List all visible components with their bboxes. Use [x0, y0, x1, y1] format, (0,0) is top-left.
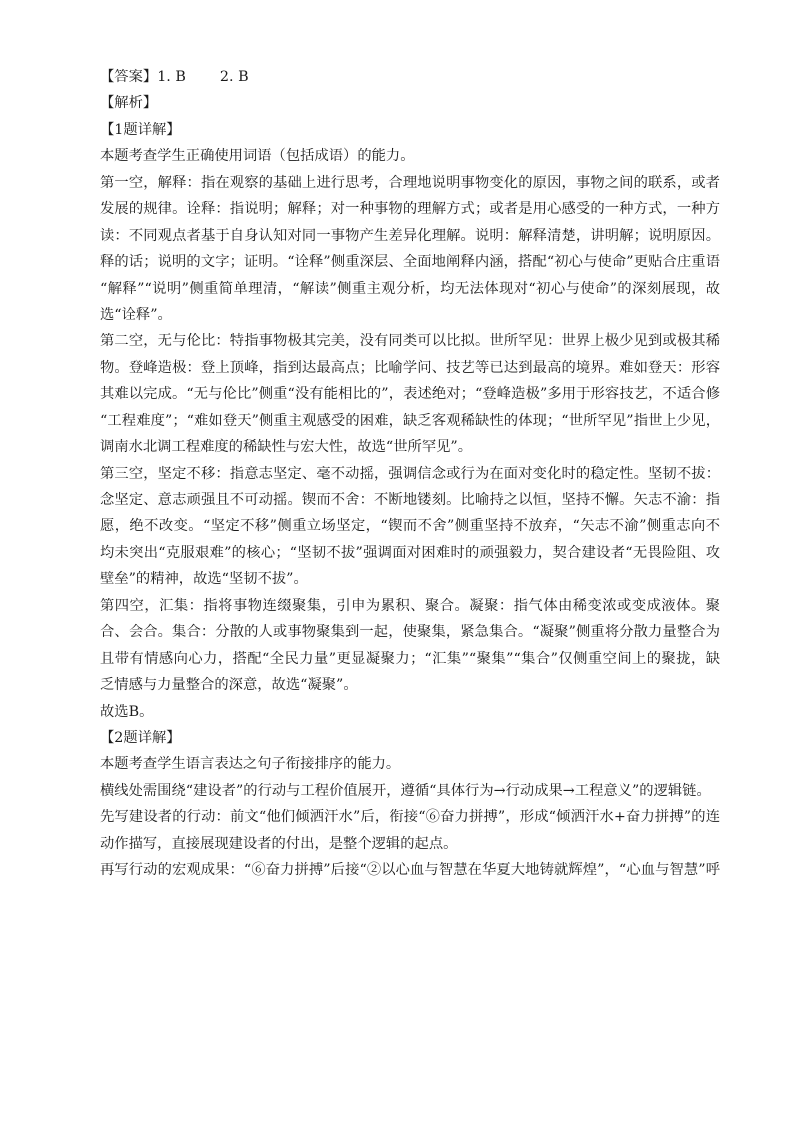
q1-conclusion: 故选B。 — [100, 703, 154, 720]
answer-analysis-section — [100, 64, 720, 884]
q2-text-line: 先写建设者的行动：前文“他们倾洒汗水”后，衔接“⑥奋力拼搏”，形成“倾洒汗水+奋力拼搏”的连 — [100, 809, 720, 826]
q1-text-line: 壁垒”的精神，故选“坚韧不拔”。 — [100, 571, 308, 588]
q1-text-line: 本题考查学生正确使用词语（包括成语）的能力。 — [100, 148, 415, 165]
q2-text-line: 再写行动的宏观成果：“⑥奋力拼搏”后接“②以心血与智慧在华夏大地铸就辉煌”，“心血与智慧”呼 — [100, 862, 720, 879]
q1-text-line: “工程难度”；“难如登天”侧重主观感受的困难，缺乏客观稀缺性的体现；“世所罕见”指世上少见， — [100, 412, 720, 429]
analysis-label: 【解析】 — [100, 95, 158, 112]
q1-text-line: 选“诠释”。 — [100, 306, 172, 323]
q1-text-line: 发展的规律。诠释：指说明；解释；对一种事物的理解方式；或者是用心感受的一种方式，一种方 — [100, 201, 720, 218]
q1-text-line: 第四空，汇集：指将事物连缀聚集，引申为累积、聚合。凝聚：指气体由稀变浓或变成液体。聚 — [100, 597, 720, 614]
q1-text-line: 调南水北调工程难度的稀缺性与宏大性，故选“世所罕见”。 — [100, 439, 473, 456]
q1-text-line: 且带有情感向心力，搭配“全民力量”更显凝聚力；“汇集”“聚集”“集合”仅侧重空间上的聚拢，缺 — [100, 650, 720, 667]
q1-text-line: 念坚定、意志顽强且不可动摇。锲而不舍：不断地镂刻。比喻持之以恒，坚持不懈。矢志不渝：指 — [100, 492, 720, 508]
answer-item-2: 2. B — [219, 69, 249, 85]
answer-label: 【答案】 — [100, 69, 158, 85]
answer-item-1: 1. B — [157, 69, 186, 85]
q2-text-line: 横线处需围绕“建设者”的行动与工程价值展开，遵循“具体行为→行动成果→工程意义”的逻辑链。 — [100, 782, 711, 799]
q1-text-line: 读：不同观点者基于自身认知对同一事物产生差异化理解。说明：解释清楚，讲明解；说明原因。 — [100, 227, 720, 244]
answer-line — [100, 64, 720, 90]
q1-text-line: 均未突出“克服艰难”的核心；“坚韧不拔”强调面对困难时的顽强毅力，契合建设者“无畏险阻、攻 — [100, 544, 720, 561]
q1-text-line: “解释”“说明”侧重简单理清，“解读”侧重主观分析，均无法体现对“初心与使命”的深刻展现，故 — [100, 280, 720, 297]
q1-text-line: 释的话；说明的文字；证明。“诠释”侧重深层、全面地阐释内涵，搭配“初心与使命”更贴合庄重语 — [100, 254, 720, 271]
q1-text-line: 乏情感与力量整合的深意，故选“凝聚”。 — [100, 677, 358, 694]
q1-text-line: 合、会合。集合：分散的人或事物聚集到一起，使聚集，紧急集合。“凝聚”侧重将分散力量整合为 — [100, 624, 720, 641]
q2-heading: 【2题详解】 — [100, 729, 181, 746]
q1-text-line: 物。登峰造极：登上顶峰，指到达最高点；比喻学问、技艺等已达到最高的境界。难如登天：形容 — [100, 359, 720, 376]
q1-text-line: 第二空，无与伦比：特指事物极其完美，没有同类可以比拟。世所罕见：世界上极少见到或极其稀 — [100, 333, 720, 350]
q1-text-line: 第三空，坚定不移：指意志坚定、毫不动摇，强调信念或行为在面对变化时的稳定性。坚韧不拔： — [100, 465, 720, 482]
q1-text-line: 第一空，解释：指在观察的基础上进行思考，合理地说明事物变化的原因，事物之间的联系，或者 — [100, 174, 720, 191]
q1-heading: 【1题详解】 — [100, 121, 181, 138]
q1-text-line: 其难以完成。“无与伦比”侧重“没有能相比的”，表述绝对；“登峰造极”多用于形容技艺，不适合修 — [100, 386, 720, 403]
q2-text-line: 本题考查学生语言表达之句子衔接排序的能力。 — [100, 756, 401, 773]
q2-text-line: 动作描写，直接展现建设者的付出，是整个逻辑的起点。 — [100, 835, 458, 852]
q1-text-line: 愿，绝不改变。“坚定不移”侧重立场坚定，“锲而不舍”侧重坚持不放弃，“矢志不渝”侧重志向不 — [100, 518, 720, 535]
